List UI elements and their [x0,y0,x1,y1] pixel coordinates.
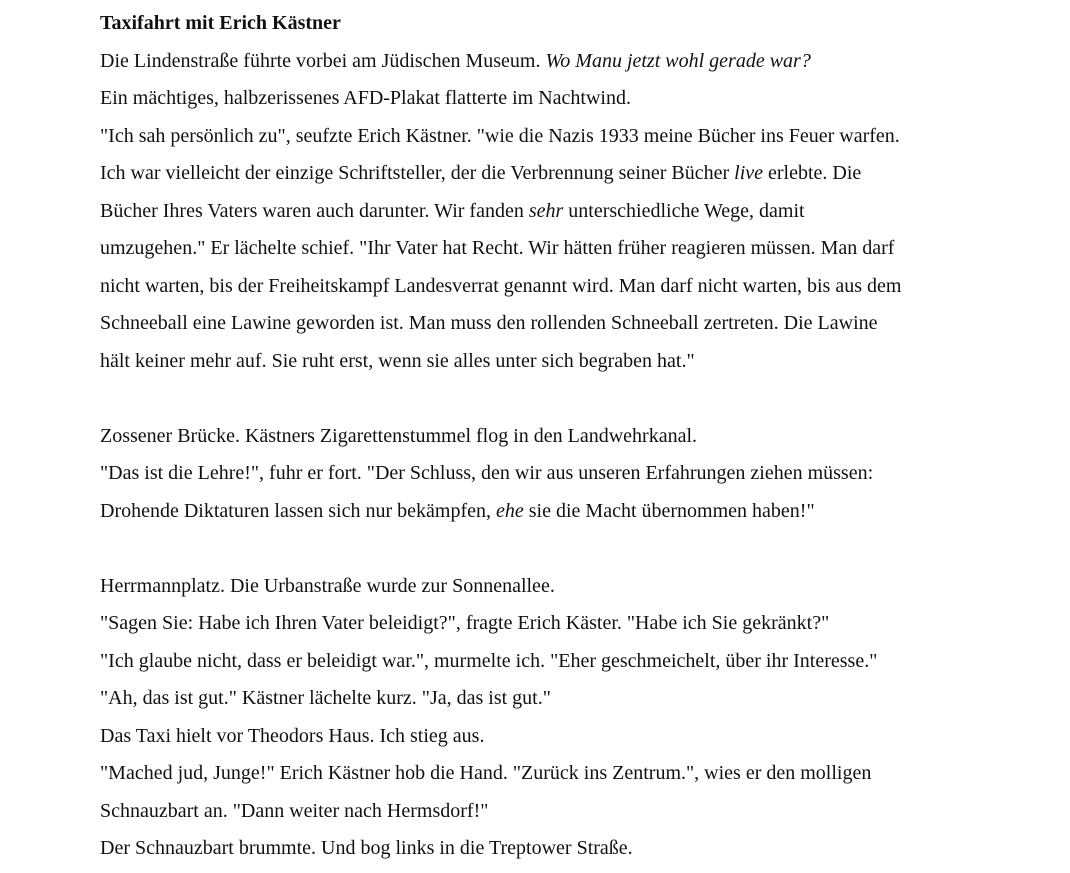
text-line [100,568,901,606]
text-segment: Herrmannplatz. Die Urbanstraße wurde zur Sonnenallee. [100,574,555,597]
text-line [100,305,901,343]
text-line [100,755,901,793]
text-line [100,118,901,156]
text-segment: Ich war vielleicht der einzige Schriftsteller, der die Verbrennung seiner Bücher [100,162,735,184]
text-line [100,43,901,81]
text-segment: "Ah, das ist gut." Kästner lächelte kurz. "Ja, das ist gut." [100,687,551,709]
text-segment: Der Schnauzbart brummte. Und bog links in die Treptower Straße. [100,837,633,859]
text-segment: Zossener Brücke. Kästners Zigarettenstummel flog in den Landwehrkanal. [100,424,698,447]
text-segment: "Ich glaube nicht, dass er beleidigt war.", murmelte ich. "Eher geschmeichelt, über ihr Interesse." [100,649,878,672]
text-segment: "Mached jud, Junge!" Erich Kästner hob die Hand. "Zurück ins Zentrum.", wies er den molligen [100,762,872,784]
text-segment: umzugehen." Er lächelte schief. "Ihr Vater hat Recht. Wir hätten früher reagieren müssen. Man darf [100,237,895,259]
text-line [100,830,901,868]
text-segment: Schnauzbart an. "Dann weiter nach Hermsdorf!" [100,799,489,822]
text-segment: Schneeball eine Lawine geworden ist. Man muss den rollenden Schneeball zertreten. Die Lawine [100,312,878,334]
text-line [100,268,901,306]
text-segment: Bücher Ihres Vaters waren auch darunter. Wir fanden [100,199,529,222]
text-line [100,455,901,493]
document-title: Taxifahrt mit Erich Kästner [100,12,341,34]
text-line [100,718,901,756]
text-segment: "Ich sah persönlich zu", seufzte Erich Kästner. "wie die Nazis 1933 meine Bücher ins Feuer warfen. [100,124,900,147]
text-segment: Drohende Diktaturen lassen sich nur bekämpfen, [100,499,496,522]
text-segment: erlebte. Die [763,162,862,184]
text-line [100,680,901,718]
text-segment: sie die Macht übernommen haben!" [523,499,815,522]
text-line [100,193,901,231]
text-segment: "Sagen Sie: Habe ich Ihren Vater beleidigt?", fragte Erich Käster. "Habe ich Sie gekränkt?" [100,612,830,634]
italic-text: ehe [496,499,524,522]
document-body [100,43,901,868]
text-line [100,230,901,268]
text-segment: hält keiner mehr auf. Sie ruht erst, wenn sie alles unter sich begraben hat." [100,349,695,372]
text-line [100,605,901,643]
text-segment: nicht warten, bis der Freiheitskampf Landesverrat genannt wird. Man darf nicht warten, bis aus dem [100,274,902,297]
italic-text: Wo Manu jetzt wohl gerade war? [545,49,811,72]
italic-text: sehr [528,199,564,222]
document [100,5,901,868]
text-segment: "Das ist die Lehre!", fuhr er fort. "Der Schluss, den wir aus unseren Erfahrungen ziehen müssen: [100,462,874,484]
text-line [100,643,901,681]
text-line [100,155,901,193]
text-line [100,343,901,381]
italic-text: live [734,162,764,184]
text-line [100,493,901,531]
text-segment: Die Lindenstraße führte vorbei am Jüdischen Museum. [100,49,546,72]
text-line [100,80,901,118]
text-segment: Ein mächtiges, halbzerissenes AFD-Plakat flatterte im Nachtwind. [100,87,631,109]
blank-line [100,380,901,418]
text-line [100,418,901,456]
text-segment: Das Taxi hielt vor Theodors Haus. Ich stieg aus. [100,724,485,747]
text-line [100,793,901,831]
text-segment: unterschiedliche Wege, damit [563,199,805,222]
blank-line [100,530,901,568]
